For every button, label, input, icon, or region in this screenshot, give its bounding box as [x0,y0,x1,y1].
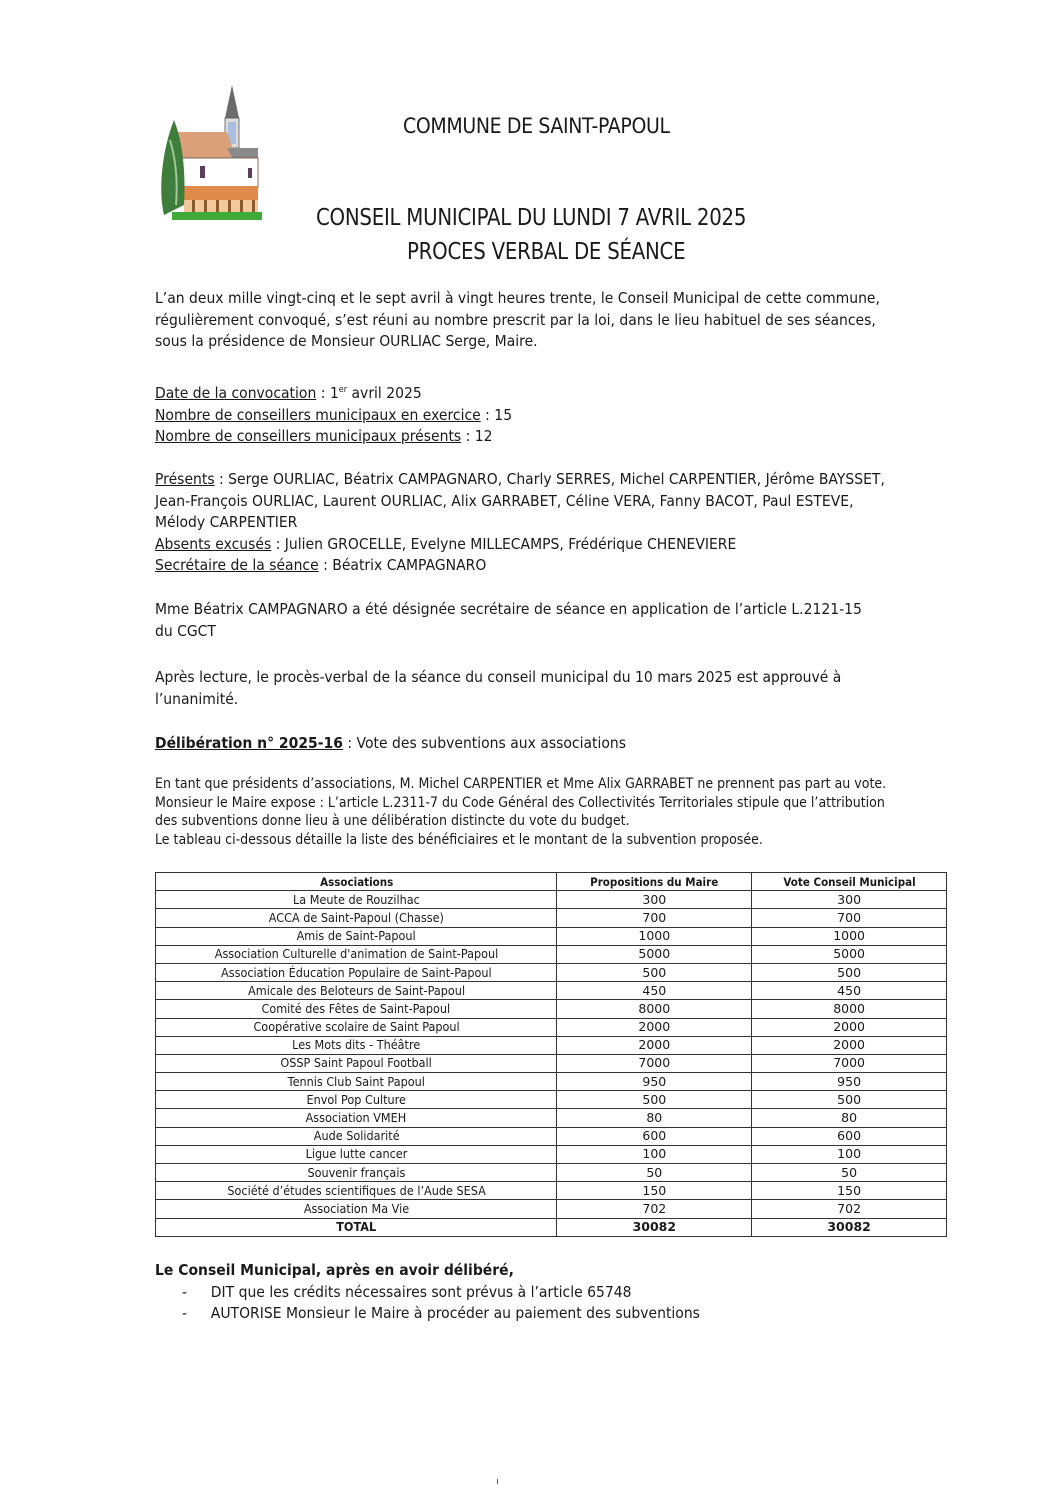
document-title: PROCES VERBAL DE SÉANCE [407,239,686,265]
deliberation-number: Délibération n° 2025-16 [155,734,343,752]
table-row: Souvenir français 50 50 [156,1164,947,1182]
table-row: Comité des Fêtes de Saint-Papoul 8000 8000 [156,1000,947,1018]
deliberation-title: : Vote des subventions aux associations [342,734,627,752]
commune-name: COMMUNE DE SAINT-PAPOUL [403,114,670,139]
column-header-council-vote: Vote Conseil Municipal [752,873,947,891]
table-row: La Meute de Rouzilhac 300 300 [156,891,947,909]
table-total-row: TOTAL 30082 30082 [156,1218,947,1236]
secretary-label: Secrétaire de la séance [155,556,319,574]
attendance [155,469,902,577]
table-row: ACCA de Saint-Papoul (Chasse) 700 700 [156,909,947,927]
in-office-value: : 15 [480,405,513,424]
councillors-in-office [155,405,902,427]
decision-item: - AUTORISE Monsieur le Maire à procéder au paiement des subventions [182,1304,700,1322]
table-row: Coopérative scolaire de Saint Papoul 2000 2000 [156,1018,947,1036]
councillors-present [155,426,902,448]
presents-line: Jean-François OURLIAC, Laurent OURLIAC, Alix GARRABET, Céline VERA, Fanny BACOT, Paul ESTEVE, [155,491,854,510]
intro-line: régulièrement convoqué, s’est réuni au nombre prescrit par la loi, dans le lieu habituel de ses séances, [155,310,876,329]
table-row: Les Mots dits - Théâtre 2000 2000 [156,1036,947,1054]
presents-line: Mélody CARPENTIER [155,513,298,531]
table-row: Aude Solidarité 600 600 [156,1127,947,1145]
subsidies-table [155,872,947,1237]
table-row: Association VMEH 80 80 [156,1109,947,1127]
meeting-facts [155,380,902,448]
meeting-title: CONSEIL MUNICIPAL DU LUNDI 7 AVRIL 2025 [316,205,747,231]
minutes-approval: Après lecture, le procès-verbal de la séance du conseil municipal du 10 mars 2025 est approuvé à l’unanimité. [155,668,842,708]
column-header-associations: Associations [156,873,557,891]
commune-logo [152,80,262,222]
deliberation-text: En tant que présidents d’associations, M. Michel CARPENTIER et Mme Alix GARRABET ne prennent pas part au vote. Monsieur le Maire expose : L’article L.2311-7 du Code Général des Collectivités Territoriales stipule que l’attribution des subventions donne lieu à une délibération distincte du vote du budget. Le tableau ci-dessous détaille la liste des bénéficiaires et le montant de la subvention proposée. [155,776,887,848]
table-row: Amis de Saint-Papoul 1000 1000 [156,927,947,945]
present-count-value: : 12 [461,427,493,446]
table-row: OSSP Saint Papoul Football 7000 7000 [156,1054,947,1072]
table-row: Tennis Club Saint Papoul 950 950 [156,1073,947,1091]
table-row: Association Éducation Populaire de Saint-Papoul 500 500 [156,963,947,981]
table-row: Association Ma Vie 702 702 [156,1200,947,1218]
church-cloister-logo-icon [152,80,262,222]
intro-paragraph [155,288,902,353]
table-row: Association Culturelle d'animation de Saint-Papoul 5000 5000 [156,945,947,963]
convocation-label: Date de la convocation [155,384,317,403]
present-count-label: Nombre de conseillers municipaux présents [155,427,462,446]
decision-intro: Le Conseil Municipal, après en avoir délibéré, [155,1261,514,1279]
column-header-mayor-proposals: Propositions du Maire [557,873,752,891]
secretary-note: Mme Béatrix CAMPAGNARO a été désignée secrétaire de séance en application de l’article L.2121-15 du CGCT [155,600,862,640]
deliberation-heading [155,733,902,755]
in-office-label: Nombre de conseillers municipaux en exercice [155,405,481,424]
table-row: Société d’études scientifiques de l’Aude SESA 150 150 [156,1182,947,1200]
absents-line: Absents excusés : Julien GROCELLE, Evelyne MILLECAMPS, Frédérique CHENEVIERE [155,534,737,553]
council-decision [155,1260,902,1325]
table-row: Ligue lutte cancer 100 100 [156,1145,947,1163]
intro-line: sous la présidence de Monsieur OURLIAC Serge, Maire. [155,332,538,350]
intro-line: L’an deux mille vingt-cinq et le sept avril à vingt heures trente, le Conseil Municipal de cette commune, [155,289,880,307]
secretary-line: Secrétaire de la séance : Béatrix CAMPAGNARO [155,556,487,574]
decision-list [155,1282,902,1325]
absents-label: Absents excusés [155,534,272,553]
convocation-date: Date de la convocation : 1er avril 2025 [155,384,422,403]
presents-label: Présents [155,470,215,488]
table-row: Amicale des Beloteurs de Saint-Papoul 450 450 [156,982,947,1000]
scan-mark [497,1479,498,1484]
table-header-row [156,873,947,891]
table-row: Envol Pop Culture 500 500 [156,1091,947,1109]
decision-item: - DIT que les crédits nécessaires sont prévus à l’article 65748 [182,1282,632,1301]
presents-line: Présents : Serge OURLIAC, Béatrix CAMPAGNARO, Charly SERRES, Michel CARPENTIER, Jérôme BAYSSET, [155,470,885,488]
